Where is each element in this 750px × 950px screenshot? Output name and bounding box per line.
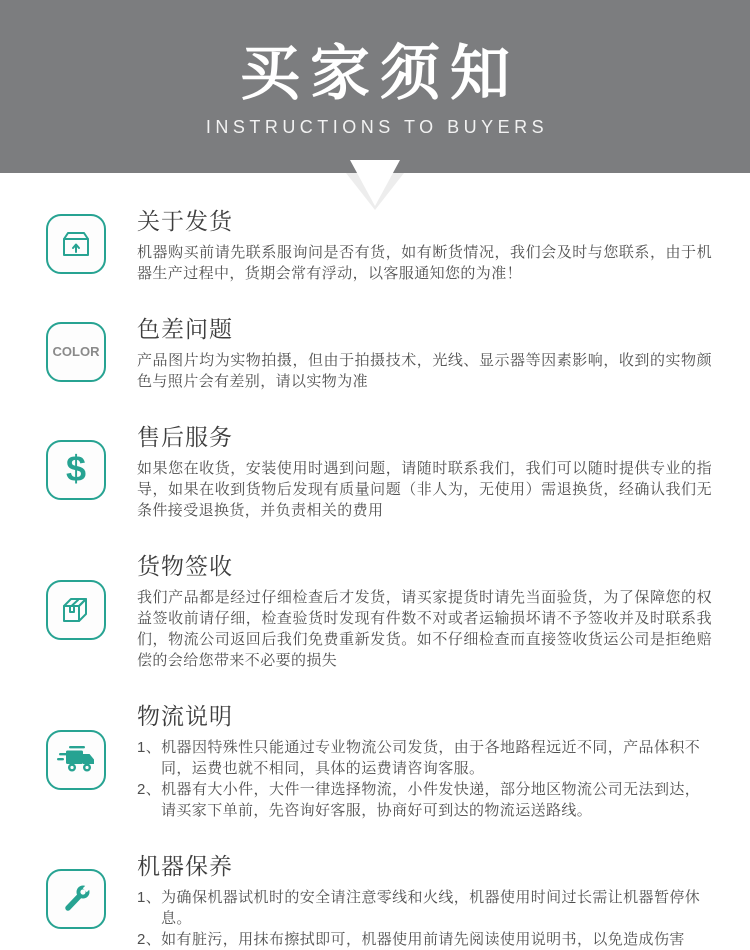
cube-icon — [46, 580, 106, 640]
section-shipping-body — [137, 203, 712, 284]
color-icon — [46, 322, 106, 382]
section-logistics — [46, 698, 712, 821]
section-maintenance — [46, 848, 712, 950]
dollar-icon-label: $ — [65, 447, 87, 489]
section-logistics-title: 物流说明 — [137, 703, 233, 729]
banner-title: 买家须知 — [240, 39, 520, 107]
section-color-text: 产品图片均为实物拍摄，但由于拍摄技术，光线、显示器等因素影响，收到的实物颜色与照片会有差别，请以实物为准 — [137, 352, 712, 390]
section-logistics-body — [137, 698, 712, 821]
section-color — [46, 311, 712, 392]
color-icon-label: COLOR — [52, 344, 100, 359]
section-aftersales-body — [137, 419, 712, 521]
section-receipt-body — [137, 548, 712, 671]
section-shipping-text: 机器购买前请先联系服询问是否有货，如有断货情况，我们会及时与您联系，由于机器生产过程中，货期会常有浮动，以客服通知您的为准！ — [137, 244, 712, 282]
notice-sections — [0, 173, 750, 950]
section-maintenance-title: 机器保养 — [137, 853, 233, 879]
truck-icon — [46, 730, 106, 790]
section-maintenance-item-1: 1、为确保机器试机时的安全请注意零线和火线，机器使用时间过长需让机器暂停休息。 — [137, 889, 701, 927]
buyers-notice-banner — [0, 0, 750, 173]
section-receipt — [46, 548, 712, 671]
banner-arrow-down-icon — [350, 160, 400, 206]
section-maintenance-body — [137, 848, 712, 950]
banner-subtitle: INSTRUCTIONS TO BUYERS — [205, 116, 549, 137]
section-color-title: 色差问题 — [137, 316, 233, 342]
section-color-body — [137, 311, 712, 392]
section-aftersales — [46, 419, 712, 521]
section-receipt-text: 我们产品都是经过仔细检查后才发货，请买家提货时请先当面验货，为了保障您的权益签收前请仔细，检查验货时发现有件数不对或者运输损坏请不予签收并及时联系我们，物流公司返回后我们免费重新发货。如不仔细检查而直接签收货运公司是拒绝赔偿的会给您带来不必要的损失 — [137, 589, 712, 669]
section-maintenance-item-2: 2、如有脏污，用抹布擦拭即可，机器使用前请先阅读使用说明书，以免造成伤害 — [137, 931, 685, 948]
section-logistics-item-1: 1、机器因特殊性只能通过专业物流公司发货，由于各地路程远近不同，产品体积不同，运费也就不相同，具体的运费请咨询客服。 — [137, 739, 701, 777]
section-aftersales-text: 如果您在收货，安装使用时遇到问题，请随时联系我们，我们可以随时提供专业的指导，如果在收到货物后发现有质量问题（非人为，无使用）需退换货，经确认我们无条件接受退换货，并负责相关的费用 — [137, 460, 712, 519]
package-icon — [46, 214, 106, 274]
section-receipt-title: 货物签收 — [137, 553, 233, 579]
section-logistics-item-2: 2、机器有大小件，大件一律选择物流，小件发快递，部分地区物流公司无法到达，请买家下单前，先咨询好客服，协商好可到达的物流运送路线。 — [137, 781, 701, 819]
section-aftersales-title: 售后服务 — [137, 424, 233, 450]
section-shipping — [46, 203, 712, 284]
wrench-icon — [46, 869, 106, 929]
dollar-icon — [46, 440, 106, 500]
section-shipping-title: 关于发货 — [137, 208, 233, 234]
